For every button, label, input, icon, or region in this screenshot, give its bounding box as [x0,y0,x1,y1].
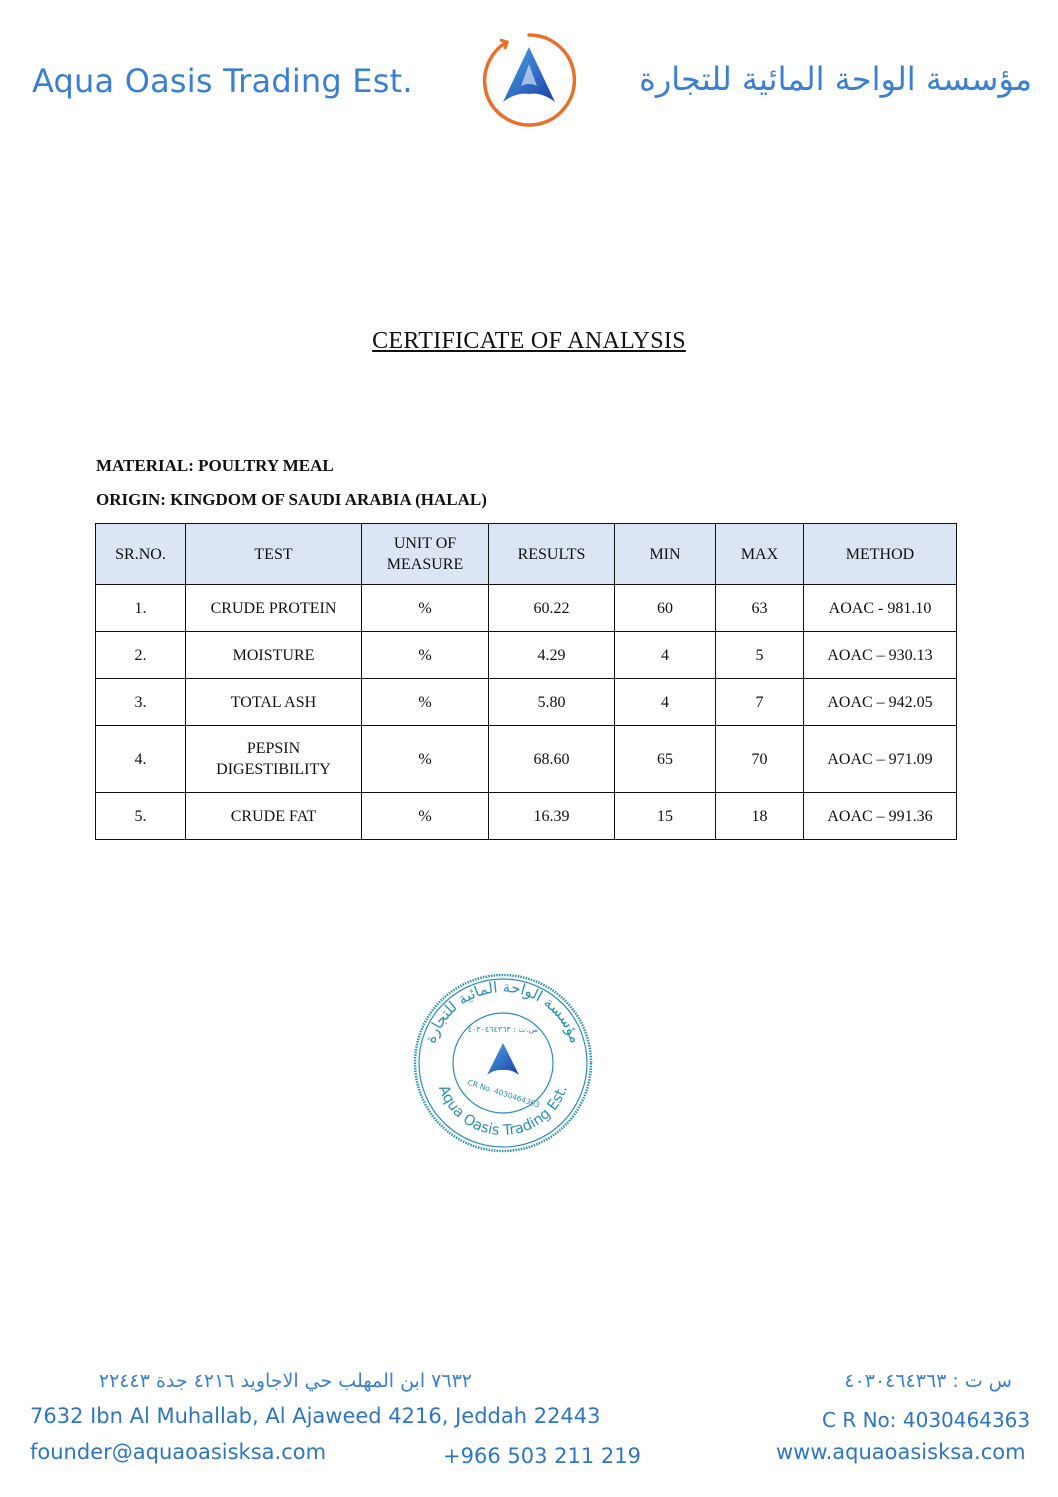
cell-method: AOAC - 981.10 [804,585,957,632]
cell-results: 5.80 [489,679,615,726]
cell-test: CRUDE PROTEIN [186,585,362,632]
cell-unit: % [362,793,489,840]
cell-method: AOAC – 971.09 [804,726,957,793]
cell-unit: % [362,679,489,726]
page-title: CERTIFICATE OF ANALYSIS [372,328,686,354]
cell-test [186,726,362,793]
cell-results: 4.29 [489,632,615,679]
cell-test-line2: DIGESTIBILITY [216,761,331,778]
website-link[interactable]: www.aquaoasisksa.com [776,1440,1026,1464]
email-link[interactable]: founder@aquaoasisksa.com [30,1440,327,1464]
table-row [96,632,957,679]
table-row [96,793,957,840]
cr-number-english: C R No: 4030464363 [822,1408,1031,1432]
cell-results: 16.39 [489,793,615,840]
address-english: 7632 Ibn Al Muhallab, Al Ajaweed 4216, Jeddah 22443 [30,1404,601,1428]
company-name-arabic: مؤسسة الواحة المائية للتجارة [639,60,1032,98]
cell-test-line1: PEPSIN [246,740,301,757]
cell-test: MOISTURE [186,632,362,679]
cell-min: 15 [615,793,716,840]
cell-method: AOAC – 942.05 [804,679,957,726]
header-min: MIN [615,524,716,585]
cell-unit: % [362,585,489,632]
cell-srno: 4. [96,726,186,793]
table-row [96,726,957,793]
cell-results: 60.22 [489,585,615,632]
table-row [96,679,957,726]
header-unit-line1: UNIT OF [393,535,457,552]
header-results: RESULTS [489,524,615,585]
cell-unit: % [362,726,489,793]
analysis-table [95,523,957,840]
stamp-inner-english: CR No. 4030464363 [466,1077,542,1110]
stamp-inner-arabic: س.ت : ٤٠٣٠٤٦٤٣٦٣ [467,1025,539,1034]
cell-max: 70 [716,726,804,793]
cell-unit: % [362,632,489,679]
origin-line: ORIGIN: KINGDOM OF SAUDI ARABIA (HALAL) [96,490,487,509]
cell-max: 5 [716,632,804,679]
cell-results: 68.60 [489,726,615,793]
stamp-outer-english: Aqua Oasis Trading Est. [435,1083,571,1140]
cell-max: 18 [716,793,804,840]
cell-srno: 2. [96,632,186,679]
cell-min: 65 [615,726,716,793]
cell-min: 4 [615,679,716,726]
cell-max: 63 [716,585,804,632]
cell-srno: 1. [96,585,186,632]
cell-min: 60 [615,585,716,632]
stamp-logo-icon [487,1043,519,1075]
cell-max: 7 [716,679,804,726]
header-unit-line2: MEASURE [386,556,464,573]
company-stamp [410,972,596,1154]
cell-srno: 3. [96,679,186,726]
header-test: TEST [186,524,362,585]
address-arabic: ٧٦٣٢ ابن المهلب حي الاجاويد ٤٢١٦ جدة ٢٢٤٤٣ [98,1370,472,1392]
cell-test: TOTAL ASH [186,679,362,726]
cell-method: AOAC – 930.13 [804,632,957,679]
material-line: MATERIAL: POULTRY MEAL [96,456,334,475]
header-method: METHOD [804,524,957,585]
table-header-row [96,524,957,585]
phone-number[interactable]: +966 503 211 219 [443,1444,641,1468]
cell-min: 4 [615,632,716,679]
cr-number-arabic: س ت : ٤٠٣٠٤٦٤٣٦٣ [844,1370,1012,1392]
triangle-peak-logo-icon [477,30,581,130]
company-name-english: Aqua Oasis Trading Est. [32,62,413,100]
header-srno: SR.NO. [96,524,186,585]
header-max: MAX [716,524,804,585]
cell-method: AOAC – 991.36 [804,793,957,840]
cell-test: CRUDE FAT [186,793,362,840]
table-row [96,585,957,632]
stamp-outer-arabic: مؤسسة الواحة المائية للتجارة [421,977,585,1046]
header-unit [362,524,489,585]
cell-srno: 5. [96,793,186,840]
